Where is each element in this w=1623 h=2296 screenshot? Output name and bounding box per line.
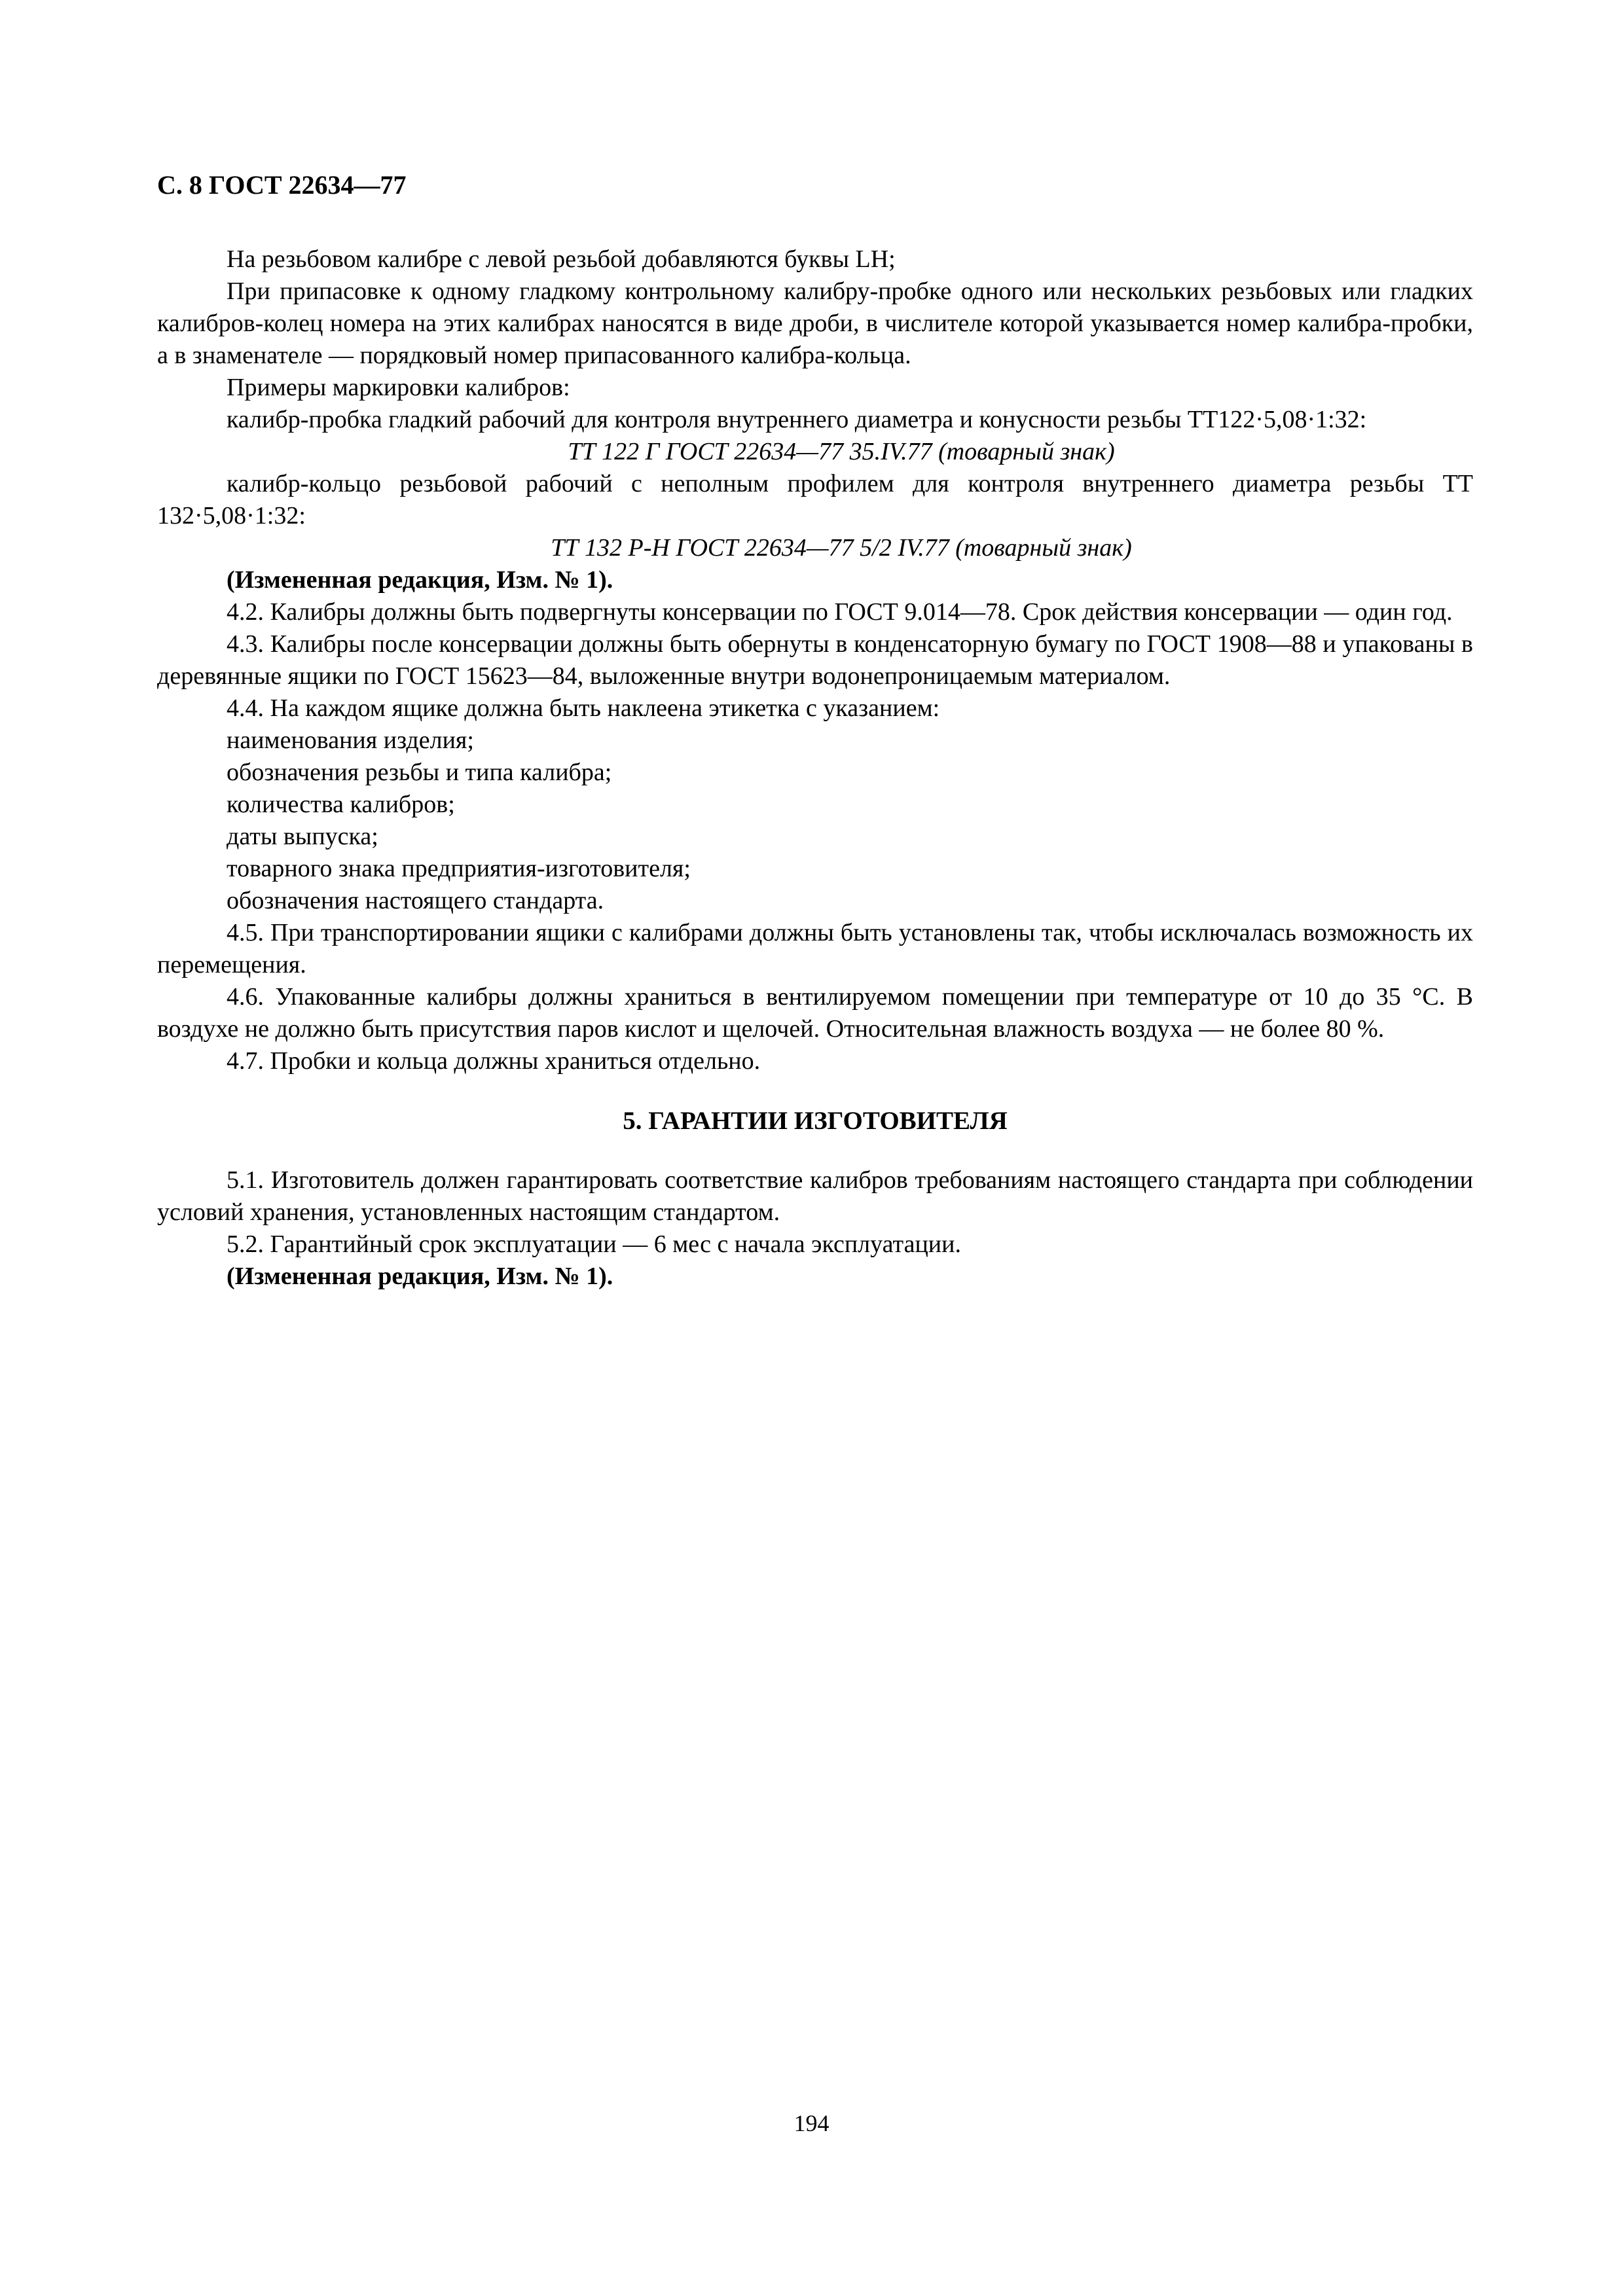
clause-4-7: 4.7. Пробки и кольца должны храниться отдельно. [227, 1047, 761, 1075]
label-list-item: обозначения настоящего стандарта. [227, 887, 604, 914]
label-list-item: даты выпуска; [227, 823, 378, 850]
paragraph-plug-gauge-example: калибр-пробка гладкий рабочий для контроля внутреннего диаметра и конусности резьбы ТТ122·5,08·1:32: [227, 406, 1367, 433]
marking-example-plug: ТТ 122 Г ГОСТ 22634—77 35.IV.77 (товарный знак) [568, 438, 1115, 465]
clause-4-3: 4.3. Калибры после консервации должны быть обернуты в конденсаторную бумагу по ГОСТ 1908—88 и упакованы в деревянные ящики по ГОСТ 15623—84, выложенные внутри водонепроницаемым материалом. [157, 630, 1473, 690]
marking-example-ring: ТТ 132 Р-Н ГОСТ 22634—77 5/2 IV.77 (товарный знак) [551, 534, 1132, 562]
page-number: 194 [793, 2110, 830, 2136]
clause-4-4: 4.4. На каждом ящике должна быть наклеена этикетка с указанием: [227, 694, 940, 722]
paragraph-lh-marking: На резьбовом калибре с левой резьбой добавляются буквы LH; [227, 245, 896, 273]
clause-5-2: 5.2. Гарантийный срок эксплуатации — 6 мес с начала эксплуатации. [227, 1230, 961, 1258]
label-list-item: товарного знака предприятия-изготовителя; [227, 855, 691, 882]
document-body [157, 243, 1473, 1293]
label-list-item: обозначения резьбы и типа калибра; [227, 759, 612, 786]
revision-note: (Измененная редакция, Изм. № 1). [227, 1263, 613, 1290]
clause-4-6: 4.6. Упакованные калибры должны храниться в вентилируемом помещении при температуре от 10 до 35 °С. В воздухе не должно быть присутствия паров кислот и щелочей. Относительная влажность воздуха — не более 80 %. [157, 983, 1473, 1043]
paragraph-marking-examples-intro: Примеры маркировки калибров: [227, 374, 570, 401]
clause-5-1: 5.1. Изготовитель должен гарантировать соответствие калибров требованиям настоящего стандарта при соблюдении условий хранения, установленных настоящим стандартом. [157, 1166, 1473, 1226]
clause-4-2: 4.2. Калибры должны быть подвергнуты консервации по ГОСТ 9.014—78. Срок действия консервации — один год. [227, 598, 1453, 626]
label-list-item: наименования изделия; [227, 726, 474, 754]
label-list-item: количества калибров; [227, 791, 455, 818]
section-5-title: 5. ГАРАНТИИ ИЗГОТОВИТЕЛЯ [623, 1107, 1008, 1135]
paragraph-ring-gauge-example: калибр-кольцо резьбовой рабочий с неполным профилем для контроля внутреннего диаметра резьбы ТТ 132·5,08·1:32: [157, 470, 1473, 529]
clause-4-5: 4.5. При транспортировании ящики с калибрами должны быть установлены так, чтобы исключалась возможность их перемещения. [157, 919, 1473, 978]
revision-note: (Измененная редакция, Изм. № 1). [227, 566, 613, 594]
page-header: С. 8 ГОСТ 22634—77 [157, 170, 407, 200]
paragraph-fitting-marking: При припасовке к одному гладкому контрольному калибру-пробке одного или нескольких резьбовых или гладких калибров-колец номера на этих калибрах наносятся в виде дроби, в числителе которой указывается номер калибра-пробки, а в знаменателе — порядковый номер припасованного калибра-кольца. [157, 278, 1473, 369]
